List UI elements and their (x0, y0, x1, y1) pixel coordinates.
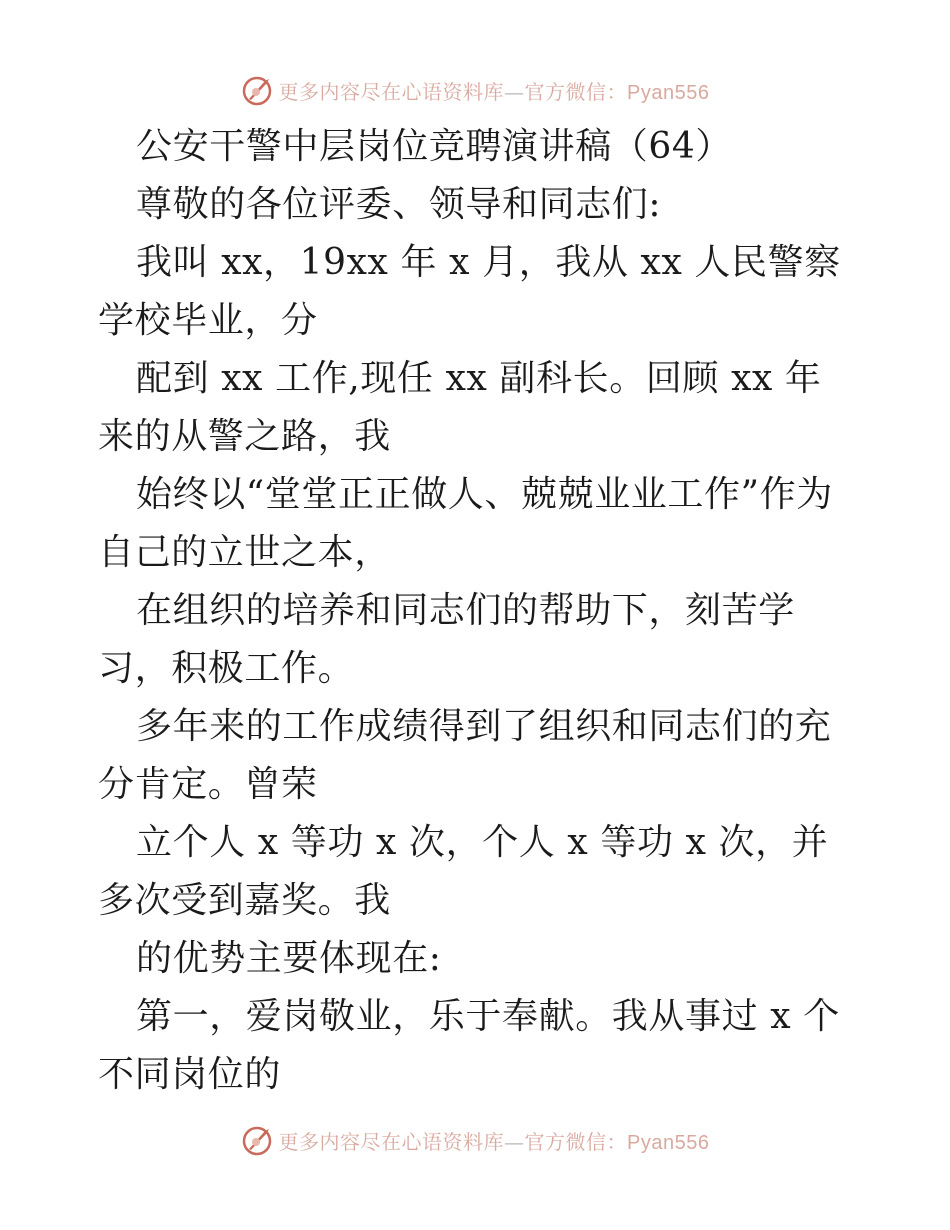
paragraph: 始终以“堂堂正正做人、兢兢业业工作”作为自己的立世之本， (98, 474, 833, 573)
brush-logo-icon (241, 1123, 275, 1157)
paragraph: 多年来的工作成绩得到了组织和同志们的充分肯定。曾荣 (98, 706, 832, 805)
paragraph: 配到 xx 工作,现任 xx 副科长。回顾 xx 年来的从警之路，我 (98, 358, 822, 457)
document-body (98, 118, 850, 1104)
paragraph: 在组织的培养和同志们的帮助下，刻苦学习，积极工作。 (98, 590, 795, 689)
footer-watermark (0, 1120, 950, 1160)
paragraph: 第一，爱岗敬业，乐于奉献。我从事过 x 个不同岗位的 (98, 996, 840, 1095)
document-title: 公安干警中层岗位竞聘演讲稿（64） (136, 126, 733, 167)
watermark-text: 更多内容尽在心语资料库—官方微信：Pyan556 (278, 79, 710, 104)
paragraph: 的优势主要体现在: (136, 938, 442, 979)
paragraph: 尊敬的各位评委、领导和同志们: (136, 184, 662, 225)
header-watermark (0, 70, 950, 110)
brush-logo-icon (241, 73, 275, 107)
watermark-text: 更多内容尽在心语资料库—官方微信：Pyan556 (278, 1129, 710, 1154)
paragraph: 立个人 x 等功 x 次，个人 x 等功 x 次，并多次受到嘉奖。我 (98, 822, 829, 921)
paragraph: 我叫 xx，19xx 年 x 月，我从 xx 人民警察学校毕业，分 (98, 242, 841, 341)
